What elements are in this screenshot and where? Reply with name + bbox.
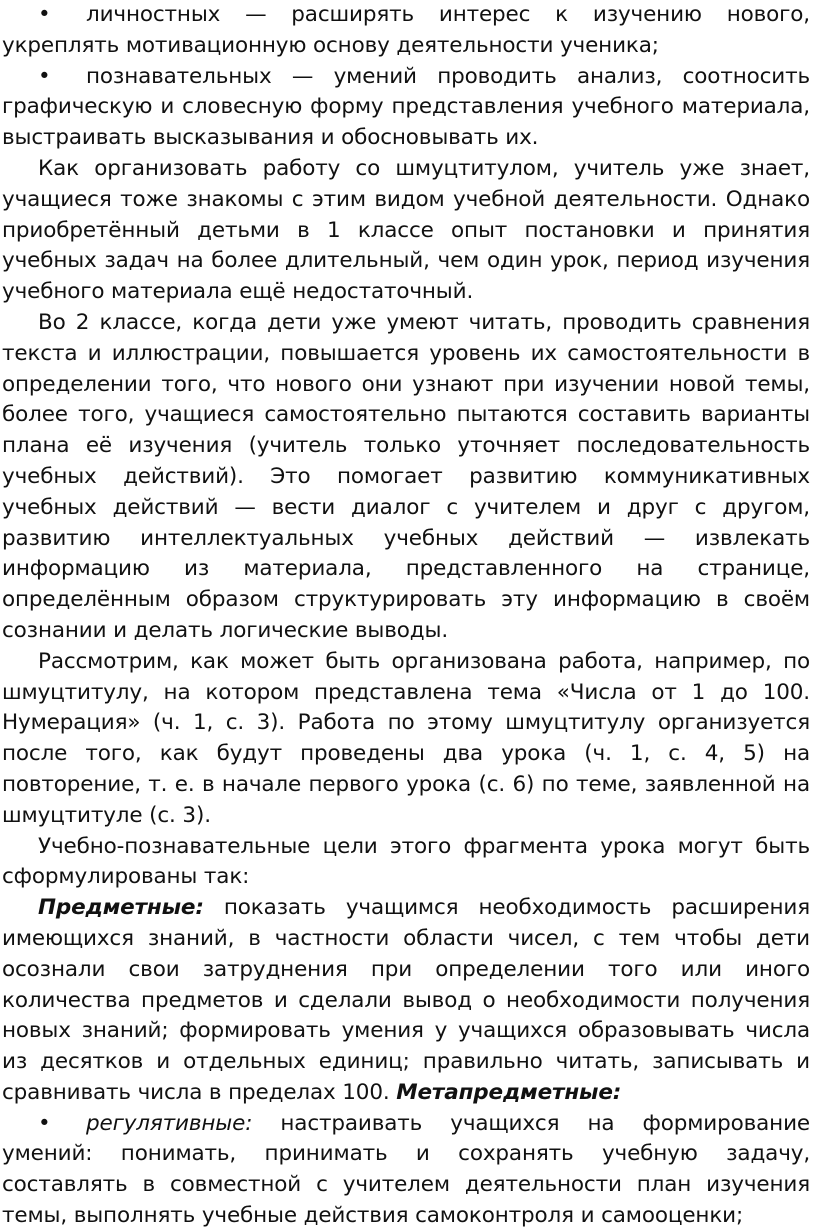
bullet-icon: • <box>38 63 51 89</box>
paragraph-shmutstitul-work <box>2 154 810 308</box>
bullet-paragraph-personal <box>2 0 810 62</box>
paragraph-text: познавательных — умений проводить анализ, соотносить графическую и словесную форму представления учебного материала, выстраивать высказывания и обосновывать их. <box>2 63 810 151</box>
bullet-paragraph-regulatory <box>2 1109 810 1232</box>
metasubject-label: Метапредметные: <box>396 1079 622 1105</box>
paragraph-goals <box>2 832 810 894</box>
paragraph-text: показать учащимся необходимость расширения имеющихся знаний, в частности области чисел, с тем чтобы дети осознали свои затруднения при определении того или иного количества предметов и сделали вывод о необходимости получения новых знаний; формировать умения у учащихся образовывать числа из десятков и отдельных единиц; правильно читать, записывать и сравнивать числа в пределах 100. <box>2 895 810 1105</box>
paragraph-text: настраивать учащихся на формирование умений: понимать, принимать и сохранять учебную задачу, составлять в совместной с учителем деятельности план изучения темы, выполнять учебные действия самоконтроля и самооценки; <box>2 1110 810 1229</box>
subject-label: Предметные: <box>38 895 204 921</box>
paragraph-subject-goals <box>2 893 810 1109</box>
paragraph-text: Рассмотрим, как может быть организована работа, например, по шмуцтитулу, на котором представлена тема «Числа от 1 до 100. Нумерация» (ч. 1, с. 3). Работа по этому шмуцтитулу организуется после того, как будут проведены два урока (ч. 1, с. 4, 5) на повторение, т. е. в начале первого урока (с. 6) по теме, заявленной на шмуцтитуле (с. 3). <box>2 648 810 828</box>
paragraph-text: Как организовать работу со шмуцтитулом, учитель уже знает, учащиеся тоже знакомы с этим видом учебной деятельности. Однако приобретённый детьми в 1 классе опыт постановки и принятия учебных задач на более длительный, чем один урок, период изучения учебного материала ещё недостаточный. <box>2 155 810 305</box>
bullet-icon: • <box>38 2 51 27</box>
paragraph-text: Во 2 классе, когда дети уже умеют читать, проводить сравнения текста и иллюстрации, повышается уровень их самостоятельности в определении того, что нового они узнают при изучении новой темы, более того, учащиеся самостоятельно пытаются составить варианты плана её изучения (учитель только уточняет последовательность учебных действий). Это помогает развитию коммуникативных учебных действий — вести диалог с учителем и друг с другом, развитию интеллектуальных учебных действий — извлекать информацию из материала, представленного на странице, определённым образом структурировать эту информацию в своём сознании и делать логические выводы. <box>2 309 810 643</box>
regulatory-label: регулятивные: <box>86 1110 253 1136</box>
bullet-paragraph-cognitive <box>2 62 810 154</box>
paragraph-text: личностных — расширять интерес к изучению нового, укреплять мотивационную основу деятельности ученика; <box>2 2 810 58</box>
paragraph-second-grade <box>2 308 810 647</box>
paragraph-text: Учебно-познавательные цели этого фрагмента урока могут быть сформулированы так: <box>2 833 810 890</box>
paragraph-example <box>2 647 810 832</box>
bullet-icon: • <box>38 1110 51 1136</box>
